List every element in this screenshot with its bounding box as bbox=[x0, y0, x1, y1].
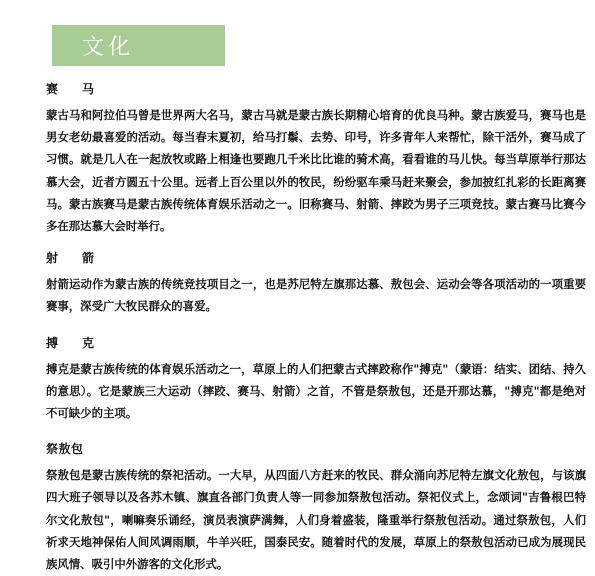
section-heading: 搏 克 bbox=[46, 336, 101, 350]
section-heading: 赛 马 bbox=[46, 82, 101, 96]
section-body: 蒙古马和阿拉伯马曾是世界两大名马，蒙古马就是蒙古族长期精心培育的优良马种。蒙古族爱马，赛马也是男女老幼最喜爱的活动。每当春末夏初，给马打鬃、去势、印号，许多青年人来帮忙，除干活外，赛马成了习惯。就是几人在一起放牧或路上相逢也要跑几千米比比谁的骑术高，看看谁的马儿快。每当草原举行那达慕大会，近者方圆五十公里。远者上百公里以外的牧民，纷纷驱车乘马赶来聚会，参加披红扎彩的长距离赛马。蒙古族赛马是蒙古族传统体育娱乐活动之一。旧称赛马、射箭、摔跤为男子三项竞技。蒙古赛马比赛今多在那达慕大会时举行。 bbox=[46, 108, 586, 234]
section-aobao-worship bbox=[46, 442, 586, 575]
section-wrestling bbox=[46, 336, 586, 425]
section-body: 射箭运动作为蒙古族的传统竞技项目之一，也是苏尼特左旗那达慕、敖包会、运动会等各项活动的一项重要赛事，深受广大牧民群众的喜爱。 bbox=[46, 277, 586, 314]
section-archery bbox=[46, 251, 586, 317]
page-title: 文化 bbox=[82, 35, 135, 60]
page-title-banner bbox=[52, 25, 225, 66]
section-heading: 祭敖包 bbox=[46, 442, 84, 456]
section-body: 祭敖包是蒙古族传统的祭祀活动。一大早，从四面八方赶来的牧民、群众涌向苏尼特左旗文化敖包，与该旗四大班子领导以及各苏木镇、旗直各部门负责人等一同参加祭敖包活动。祭祀仪式上，念颂词"吉鲁根巴特尔文化敖包"，喇嘛奏乐诵经，演员表演萨满舞，人们身着盛装，隆重举行祭敖包活动。通过祭敖包，人们 祈求天地神保佑人间风调雨顺，牛羊兴旺，国泰民安。随着时代的发展，草原上的祭敖包活动已成为展现民族风情、吸引中外游客的文化形式。 bbox=[46, 468, 586, 572]
section-horse-racing bbox=[46, 82, 586, 237]
section-body: 搏克是蒙古族传统的体育娱乐活动之一，草原上的人们把蒙古式摔跤称作"搏克"（蒙语：结实、团结、持久的意思）。它是蒙族三大运动（摔跤、赛马、射箭）之首，不管是祭敖包，还是开那达慕，"搏克"都是绝对不可缺少的主项。 bbox=[46, 362, 586, 421]
section-heading: 射 箭 bbox=[46, 251, 101, 265]
